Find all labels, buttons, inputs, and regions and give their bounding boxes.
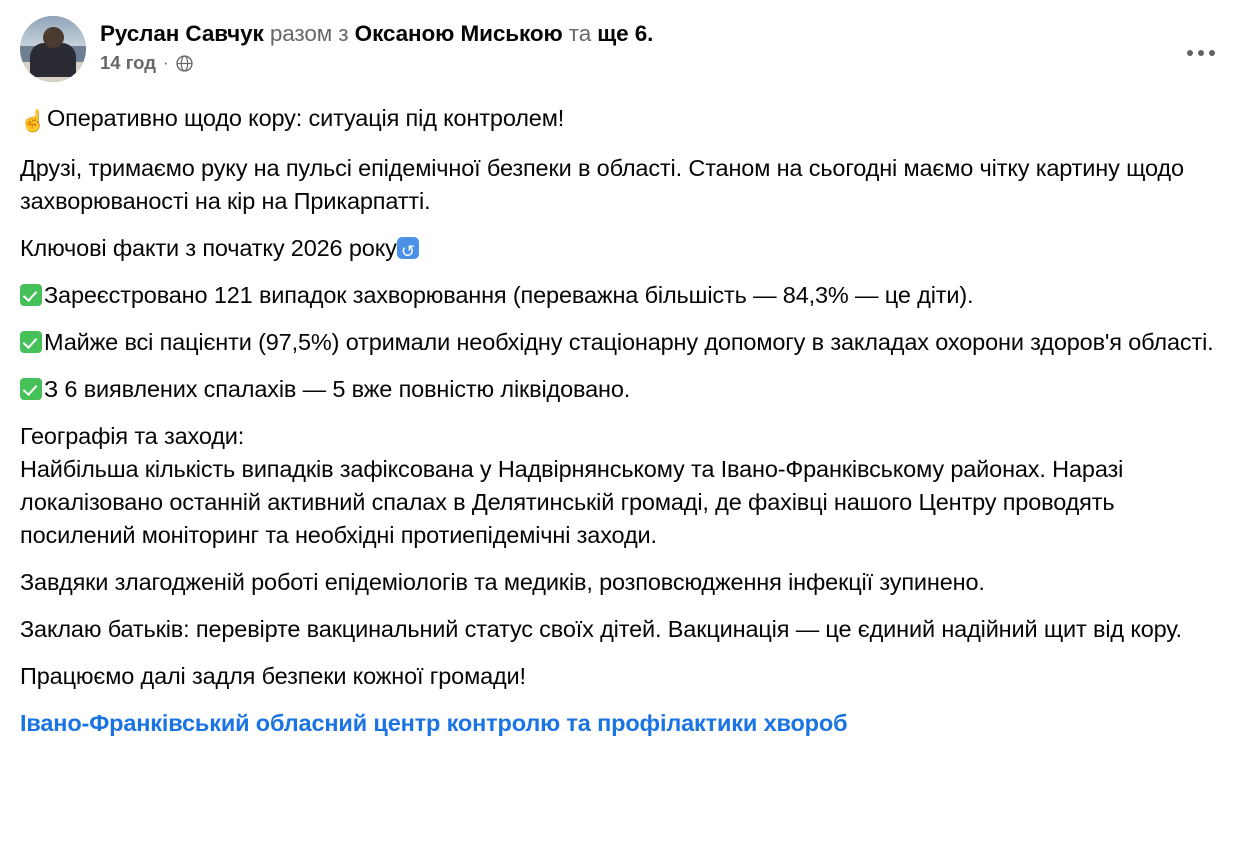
post-paragraph-intro: Друзі, тримаємо руку на пульсі епідемічної безпеки в області. Станом на сьогодні маємо чітку картину щодо захворюваності на кір на Прикарпатті. bbox=[20, 155, 1184, 214]
avatar-person-head bbox=[43, 27, 64, 48]
author-line bbox=[100, 20, 653, 48]
post-paragraph-headline bbox=[20, 102, 1230, 138]
post-options-button[interactable] bbox=[1180, 32, 1222, 74]
avatar-person-body bbox=[30, 43, 76, 77]
post-paragraph-geo-title: Географія та заходи: bbox=[20, 423, 245, 449]
post-body bbox=[20, 102, 1230, 740]
check-mark-button-emoji-icon bbox=[20, 378, 42, 400]
post-paragraph-geo-body: Найбільша кількість випадків зафіксована у Надвірнянському та Івано-Франківському районах. Наразі локалізовано останній активний спалах в Делятинській громаді, де фахівці нашого Центру проводять посилений моніторинг та необхідні протиепідемічні заходи. bbox=[20, 456, 1124, 548]
fact-1-text: Зареєстровано 121 випадок захворювання (переважна більшість — 84,3% — це діти). bbox=[44, 282, 974, 308]
post-paragraph-fact-1 bbox=[20, 279, 1230, 312]
cotagged-name[interactable]: Оксаною Миською bbox=[354, 21, 563, 46]
avatar[interactable] bbox=[20, 16, 86, 82]
with-text: разом з bbox=[269, 21, 349, 46]
author-line-period: . bbox=[647, 21, 654, 46]
post-paragraph-outro: Працюємо далі задля безпеки кожної громади! bbox=[20, 663, 526, 689]
and-text: та bbox=[568, 21, 592, 46]
post-header bbox=[20, 16, 1230, 86]
post-meta bbox=[100, 52, 653, 74]
point-up-emoji-icon: ☝ bbox=[20, 110, 46, 133]
post-paragraph-result: Завдяки злагодженій роботі епідеміологів та медиків, розповсюдження інфекції зупинено. bbox=[20, 569, 985, 595]
post-timestamp[interactable]: 14 год bbox=[100, 52, 156, 73]
post-page-link[interactable]: Івано-Франківський обласний центр контролю та профілактики хвороб bbox=[20, 710, 848, 736]
post-paragraph-call: Заклаю батьків: перевірте вакцинальний статус своїх дітей. Вакцинація — це єдиний надійний щит від кору. bbox=[20, 616, 1182, 642]
check-mark-button-emoji-icon bbox=[20, 331, 42, 353]
post-paragraph-fact-3 bbox=[20, 373, 1230, 406]
post-paragraph-fact-2 bbox=[20, 326, 1230, 359]
post-header-text bbox=[100, 16, 653, 74]
ellipsis-icon bbox=[1187, 50, 1215, 56]
meta-separator: · bbox=[162, 53, 169, 72]
globe-icon[interactable] bbox=[176, 55, 193, 72]
fact-2-text: Майже всі пацієнти (97,5%) отримали необхідну стаціонарну допомогу в закладах охорони здоров'я області. bbox=[44, 329, 1214, 355]
fact-3-text: З 6 виявлених спалахів — 5 вже повністю ліквідовано. bbox=[44, 376, 631, 402]
others-count-link[interactable]: ще 6 bbox=[597, 21, 648, 46]
post-paragraph-facts-title bbox=[20, 232, 1230, 265]
check-mark-button-emoji-icon bbox=[20, 284, 42, 306]
arrow-right-curve-emoji-icon bbox=[397, 237, 419, 259]
facts-title-text: Ключові факти з початку 2026 року bbox=[20, 235, 397, 261]
headline-text: Оперативно щодо кору: ситуація під контролем! bbox=[47, 105, 565, 131]
author-name[interactable]: Руслан Савчук bbox=[100, 21, 264, 46]
